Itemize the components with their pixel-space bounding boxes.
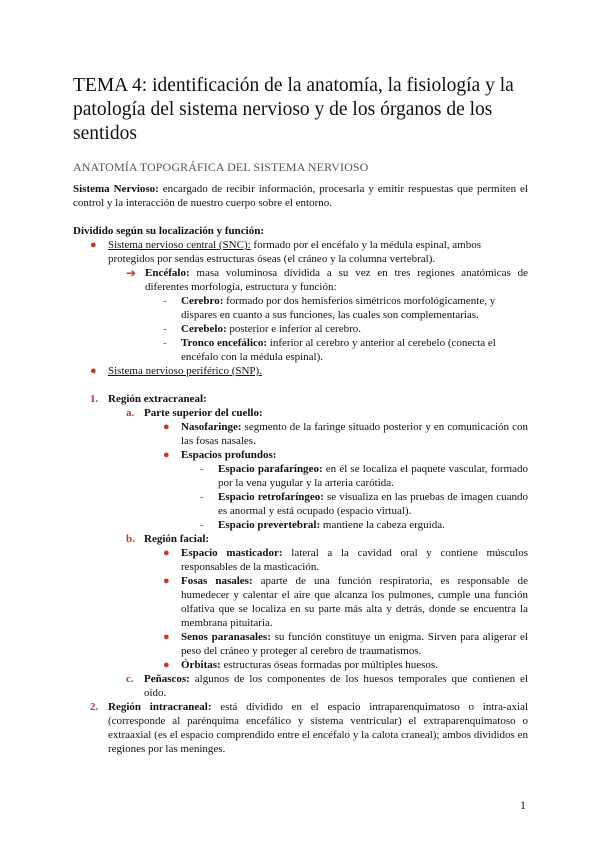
cerebro-item: [181, 294, 528, 322]
prevertebral-term: Espacio prevertebral:: [218, 519, 321, 531]
bullet-icon: ●: [90, 365, 97, 377]
list-letter: a.: [126, 407, 135, 419]
parafaringeo-term: Espacio parafaríngeo:: [218, 463, 323, 475]
espacios-term: Espacios profundos:: [181, 449, 277, 461]
bullet-icon: ●: [163, 575, 170, 587]
list-letter: c.: [126, 673, 134, 685]
cerebro-term: Cerebro:: [181, 295, 224, 307]
encefalo-text: masa voluminosa dividida a su vez en tres regiones anatómicas de diferentes morfología, estructura y función:: [145, 267, 528, 293]
retrofaringeo-term: Espacio retrofaríngeo:: [218, 491, 324, 503]
nasofaringe-item: [181, 420, 528, 448]
masticador-text: lateral a la cavidad oral y contiene músculos responsables de la masticación.: [181, 547, 528, 573]
region2-item: [108, 700, 528, 756]
dash-icon: -: [163, 323, 167, 335]
prevertebral-item: [218, 518, 528, 532]
snc-item: [108, 238, 528, 266]
snc-term: Sistema nervioso central (SNC):: [108, 239, 251, 251]
section-heading: ANATOMÍA TOPOGRÁFICA DEL SISTEMA NERVIOSO: [73, 160, 369, 174]
region2-term: Región intracraneal:: [108, 701, 212, 713]
division-heading: Dividido según su localización y función:: [73, 225, 265, 237]
bullet-icon: ●: [163, 631, 170, 643]
list-number: 1.: [90, 393, 99, 405]
page-title: TEMA 4: identificación de la anatomía, la fisiología y la patología del sistema nervioso y de los órganos de los sentidos: [73, 75, 514, 144]
penascos-text: algunos de los componentes de los huesos temporales que contienen el oído.: [144, 673, 528, 699]
region2-text: está dividido en el espacio intraparenquimatoso o intra-axial (corresponde al parénquima encefálico y sistema ventricular) el extraparenquimatoso o extraaxial (es el espacio comprendido entre el encéfalo y la calota craneal); ambos divididos en regiones por las meninges.: [108, 701, 528, 755]
arrow-right-icon: ➔: [126, 266, 137, 280]
penascos-term: Peñascos:: [144, 673, 190, 685]
dash-icon: -: [200, 491, 204, 503]
fosas-text: aparte de una función respiratoria, es responsable de humedecer y calentar el aire que alcanza los pulmones, cumple una función olfativa que se localiza en su parte más alta y detrás, donde se encuentra la membrana pituitaria.: [181, 575, 528, 629]
cerebelo-term: Cerebelo:: [181, 323, 227, 335]
tronco-text: inferior al cerebro y anterior al cerebelo (conecta el encéfalo con la médula espinal).: [181, 337, 496, 363]
dash-icon: -: [200, 519, 204, 531]
cerebelo-text: posterior e inferior al cerebro.: [226, 323, 362, 335]
orbitas-item: [181, 658, 528, 672]
senos-item: [181, 630, 528, 658]
parafaringeo-item: [218, 462, 528, 490]
tronco-item: [181, 336, 528, 364]
bullet-icon: ●: [163, 659, 170, 671]
orbitas-text: estructuras óseas formadas por múltiples huesos.: [220, 659, 438, 671]
nasofaringe-term: Nasofaringe:: [181, 421, 242, 433]
intro-term: Sistema Nervioso:: [73, 183, 159, 195]
retrofaringeo-text: se visualiza en las pruebas de imagen cuando es anormal y está ocupado (espacio virtual).: [218, 491, 529, 517]
bullet-icon: ●: [163, 421, 170, 433]
region1a-term: Parte superior del cuello:: [144, 407, 263, 419]
snp-term: Sistema nervioso periférico (SNP).: [108, 365, 262, 377]
cerebro-text: formado por dos hemisferios simétricos morfológicamente, y dispares en cuanto a sus funciones, las cuales son complementarias.: [181, 295, 496, 321]
dash-icon: -: [200, 463, 204, 475]
cerebelo-item: [181, 322, 528, 336]
masticador-item: [181, 546, 528, 574]
bullet-icon: ●: [163, 449, 170, 461]
bullet-icon: ●: [90, 239, 97, 251]
senos-text: su función constituye un enigma. Sirven para aligerar el peso del cráneo y proteger al cerebro de traumatismos.: [181, 631, 528, 657]
intro-text: encargado de recibir información, procesarla y emitir respuestas que permiten el control y la interacción de nuestro cuerpo sobre el entorno.: [73, 183, 528, 209]
penascos-item: [144, 672, 528, 700]
region1-term: Región extracraneal:: [108, 393, 207, 405]
dash-icon: -: [163, 337, 167, 349]
encefalo-item: [145, 266, 528, 294]
encefalo-term: Encéfalo:: [145, 267, 190, 279]
fosas-item: [181, 574, 528, 630]
snc-text: formado por el encéfalo y la médula espinal, ambos protegidos por sendas estructuras óseas (el cráneo y la columna vertebral).: [108, 239, 481, 265]
intro-paragraph: [73, 182, 528, 210]
page-number: 1: [520, 798, 526, 812]
prevertebral-text: mantiene la cabeza erguida.: [320, 519, 445, 531]
bullet-icon: ●: [163, 547, 170, 559]
region1b-term: Región facial:: [144, 533, 210, 545]
tronco-term: Tronco encefálico:: [181, 337, 268, 349]
retrofaringeo-item: [218, 490, 528, 518]
list-letter: b.: [126, 533, 135, 545]
snp-item: [108, 364, 262, 378]
orbitas-term: Órbitas:: [181, 659, 221, 671]
masticador-term: Espacio masticador:: [181, 547, 283, 559]
fosas-term: Fosas nasales:: [181, 575, 253, 587]
senos-term: Senos paranasales:: [181, 631, 271, 643]
list-number: 2.: [90, 701, 99, 713]
parafaringeo-text: en él se localiza el paquete vascular, formado por la vena yugular y la arteria carótida.: [218, 463, 528, 489]
nasofaringe-text: segmento de la faringe situado posterior y en comunicación con las fosas nasales.: [181, 421, 528, 447]
dash-icon: -: [163, 295, 167, 307]
